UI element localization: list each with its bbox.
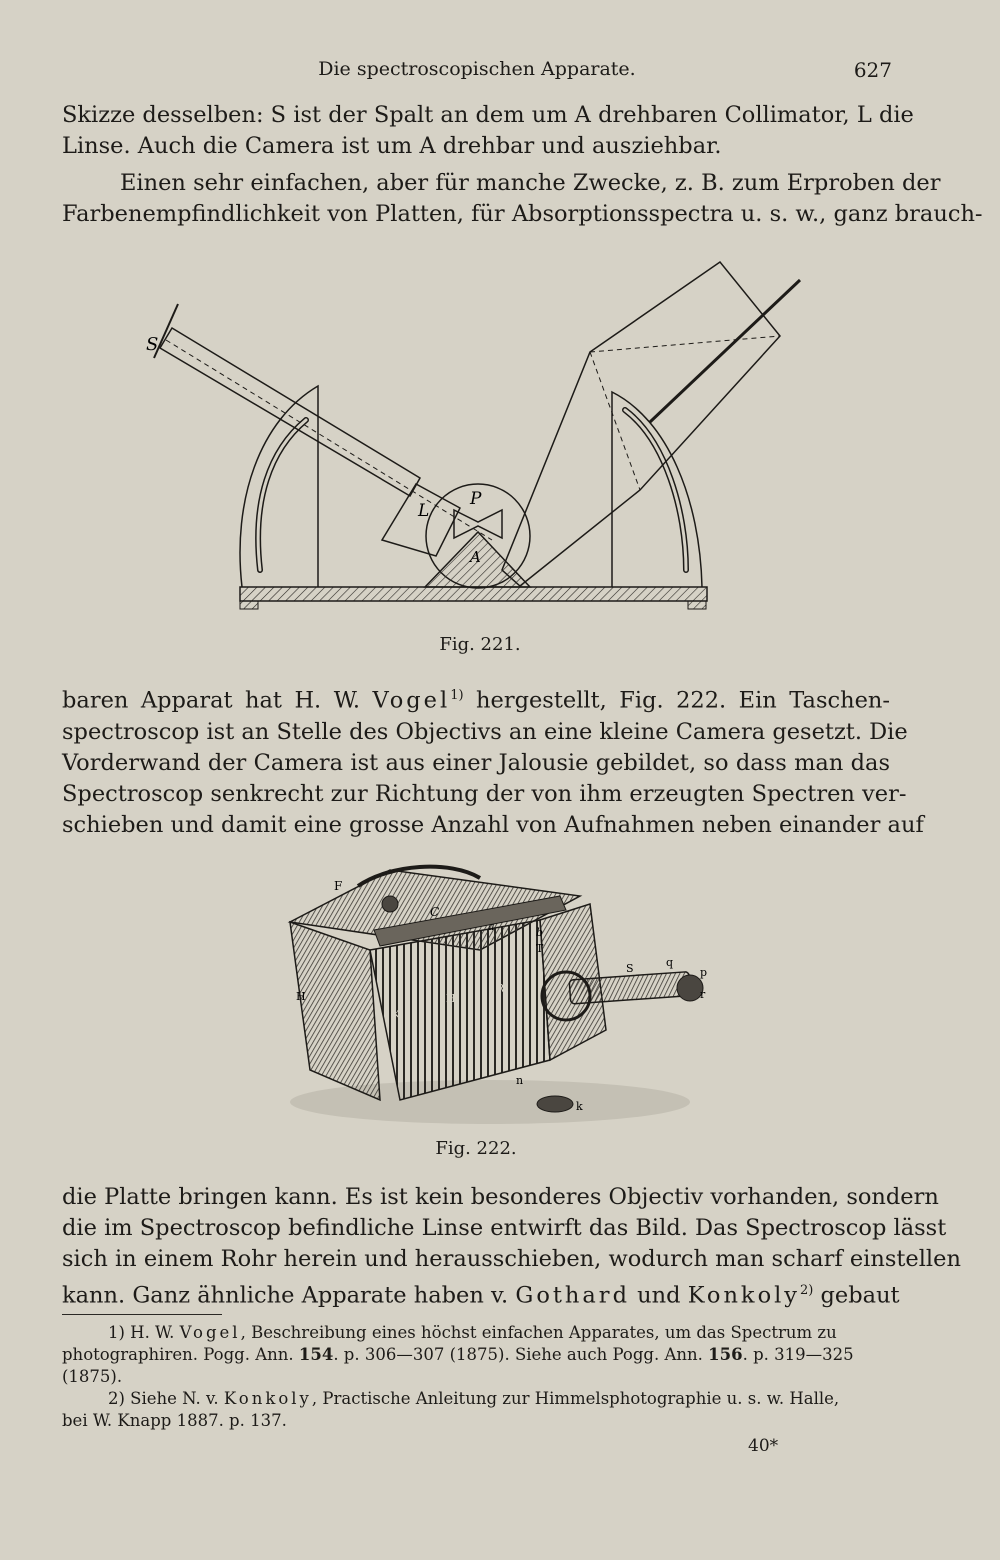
signature-mark: 40* [748, 1436, 779, 1456]
left-arc-support [240, 386, 318, 587]
paragraph-3 [62, 680, 924, 841]
label-H-front: H [446, 992, 456, 1005]
text-line: spectroscop ist an Stelle des Objectivs an eine kleine Camera gesetzt. Die [62, 718, 908, 745]
author-name: Vogel [372, 687, 451, 714]
loose-cap [537, 1096, 573, 1112]
text-line: Spectroscop senkrecht zur Richtung der von ihm erzeugten Spectren ver- [62, 780, 907, 807]
text-line: schieben und damit eine grosse Anzahl von Aufnahmen neben einander auf [62, 811, 924, 838]
label-K: K [392, 1008, 401, 1021]
label-a: a [488, 920, 495, 933]
label-s: S [146, 334, 159, 355]
author-name: Gothard [515, 1282, 630, 1309]
text-run: 2) Siehe N. v. [108, 1389, 219, 1408]
text-run: , Practische Anleitung zur Himmelsphotographie u. s. w. Halle, [311, 1389, 840, 1408]
figure-222-illustration [270, 860, 730, 1130]
label-p: P [470, 489, 482, 509]
footnote-ref: 2) [800, 1283, 814, 1298]
text-line: die im Spectroscop befindliche Linse entwirft das Bild. Das Spectroscop lässt [62, 1215, 947, 1241]
label-H-left: H [296, 990, 306, 1003]
label-b: b [536, 926, 544, 939]
base-plate [240, 587, 707, 601]
label-k: k [576, 1100, 583, 1113]
text-run: baren Apparat hat H. W. [62, 687, 361, 714]
volume-number: 156 [708, 1345, 743, 1364]
base-foot-left [240, 601, 258, 609]
text-run: photographiren. Pogg. Ann. [62, 1345, 294, 1364]
text-line: Farbenempfindlichkeit von Platten, für Absorptionsspectra u. s. w., ganz brauch- [62, 201, 983, 227]
text-run: . p. 306—307 (1875). Siehe auch Pogg. Ann. [333, 1345, 703, 1364]
page-number: 627 [853, 58, 892, 82]
text-run: gebaut [820, 1282, 900, 1309]
label-r: r [700, 988, 706, 1001]
label-R: R [496, 982, 505, 995]
footnote-2-line [62, 1388, 890, 1410]
text-line: die Platte bringen kann. Es ist kein besonderes Objectiv vorhanden, sondern [62, 1184, 939, 1210]
label-C: C [430, 905, 440, 919]
camera-left-side [290, 922, 380, 1100]
figure-221-caption: Fig. 221. [439, 634, 521, 655]
running-head [62, 58, 892, 86]
author-name: Vogel [179, 1323, 241, 1342]
running-title: Die spectroscopischen Apparate. [318, 58, 636, 80]
text-run: und [637, 1282, 681, 1309]
text-line: Vorderwand der Camera ist aus einer Jalousie gebildet, so dass man das [62, 749, 890, 776]
label-T: T [536, 942, 544, 955]
text-line: Skizze desselben: S ist der Spalt an dem um A drehbaren Collimator, L die [62, 102, 914, 128]
footnote-1-line [62, 1344, 890, 1366]
text-line [62, 1275, 900, 1312]
paragraph-1 [62, 100, 914, 162]
text-run: 1) H. W. [108, 1323, 175, 1342]
footnotes [62, 1322, 890, 1432]
footnote-2-line: bei W. Knapp 1887. p. 137. [62, 1411, 287, 1430]
text-line: Einen sehr einfachen, aber für manche Zwecke, z. B. zum Erproben der [120, 170, 941, 196]
footnote-ref: 1) [450, 688, 464, 703]
text-run: kann. Ganz ähnliche Apparate haben v. [62, 1282, 509, 1309]
figure-221-diagram [120, 240, 820, 630]
plate-holder [650, 280, 800, 422]
footnote-1-line [62, 1322, 890, 1344]
author-name: Konkoly [223, 1389, 312, 1408]
author-name: Konkoly [687, 1282, 801, 1309]
text-run: , Beschreibung eines höchst einfachen Apparates, um das Spectrum zu [240, 1323, 837, 1342]
label-F: F [334, 879, 343, 893]
label-q: q [666, 956, 674, 969]
paragraph-2 [62, 168, 983, 230]
base-foot-right [688, 601, 706, 609]
label-n: n [516, 1074, 524, 1087]
footnote-rule [62, 1314, 222, 1315]
label-S: S [626, 962, 634, 975]
text-line [62, 680, 890, 717]
figure-222-caption: Fig. 222. [435, 1138, 517, 1159]
text-run: . p. 319—325 [742, 1345, 854, 1364]
footnote-1-line: (1875). [62, 1367, 123, 1386]
label-p: p [700, 966, 708, 979]
text-line: sich in einem Rohr herein und herausschieben, wodurch man scharf einstellen [62, 1246, 961, 1272]
volume-number: 154 [298, 1345, 334, 1364]
label-a: A [470, 548, 481, 566]
text-run: hergestellt, Fig. 222. Ein Taschen- [476, 687, 890, 714]
collimator-tube [160, 328, 420, 496]
paragraph-4 [62, 1182, 961, 1312]
label-l: L [418, 501, 430, 521]
text-line: Linse. Auch die Camera ist um A drehbar und ausziehbar. [62, 133, 722, 159]
